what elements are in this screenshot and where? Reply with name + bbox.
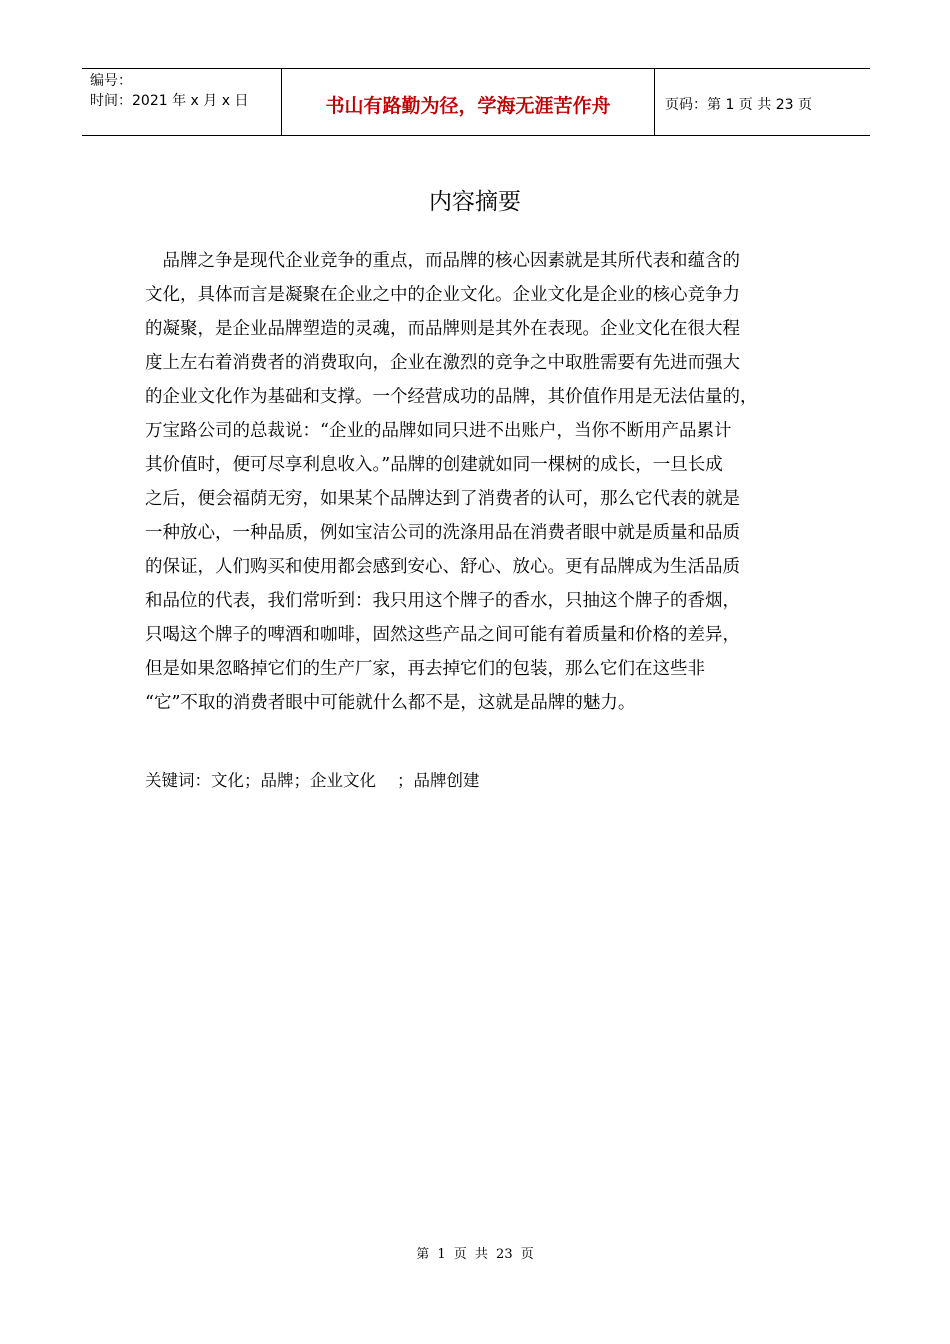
time-label: 时间：2021 年 x 月 x 日	[90, 93, 249, 109]
document-title: 内容摘要	[429, 189, 521, 215]
header-meta-cell	[82, 69, 282, 135]
header-page-info: 页码：第 1 页 共 23 页	[665, 97, 812, 113]
abstract-line: 的企业文化作为基础和支撑。一个经营成功的品牌，其价值作用是无法估量的，	[145, 387, 758, 407]
abstract-line: 的保证，人们购买和使用都会感到安心、舒心、放心。更有品牌成为生活品质	[145, 557, 740, 577]
abstract-line: 一种放心，一种品质，例如宝洁公司的洗涤用品在消费者眼中就是质量和品质	[145, 523, 740, 543]
abstract-line: 和品位的代表，我们常听到：我只用这个牌子的香水，只抽这个牌子的香烟，	[145, 591, 740, 611]
abstract-line: 万宝路公司的总裁说：“企业的品牌如同只进不出账户，当你不断用产品累计	[145, 421, 732, 441]
abstract-line: 其价值时，便可尽享利息收入。”品牌的创建就如同一棵树的成长，一旦长成	[145, 455, 723, 475]
abstract-line: “它”不取的消费者眼中可能就什么都不是，这就是品牌的魅力。	[145, 693, 636, 713]
header-motto: 书山有路勤为径，学海无涯苦作舟	[282, 69, 655, 135]
header-table	[82, 68, 870, 136]
number-label: 编号：	[90, 73, 132, 89]
abstract-line: 的凝聚，是企业品牌塑造的灵魂，而品牌则是其外在表现。企业文化在很大程	[145, 319, 740, 339]
page-footer: 第 1 页 共 23 页	[416, 1247, 534, 1262]
abstract-body	[145, 244, 810, 720]
keywords: 关键词：文化；品牌；企业文化 ；品牌创建	[145, 771, 480, 790]
abstract-line: 品牌之争是现代企业竞争的重点，而品牌的核心因素就是其所代表和蕴含的	[145, 251, 740, 271]
abstract-line: 只喝这个牌子的啤酒和咖啡，固然这些产品之间可能有着质量和价格的差异，	[145, 625, 740, 645]
abstract-line: 但是如果忽略掉它们的生产厂家，再去掉它们的包装，那么它们在这些非	[145, 659, 705, 679]
abstract-line: 之后，便会福荫无穷，如果某个品牌达到了消费者的认可，那么它代表的就是	[145, 489, 740, 509]
abstract-line: 度上左右着消费者的消费取向，企业在激烈的竞争之中取胜需要有先进而强大	[145, 353, 740, 373]
abstract-line: 文化，具体而言是凝聚在企业之中的企业文化。企业文化是企业的核心竞争力	[145, 285, 740, 305]
